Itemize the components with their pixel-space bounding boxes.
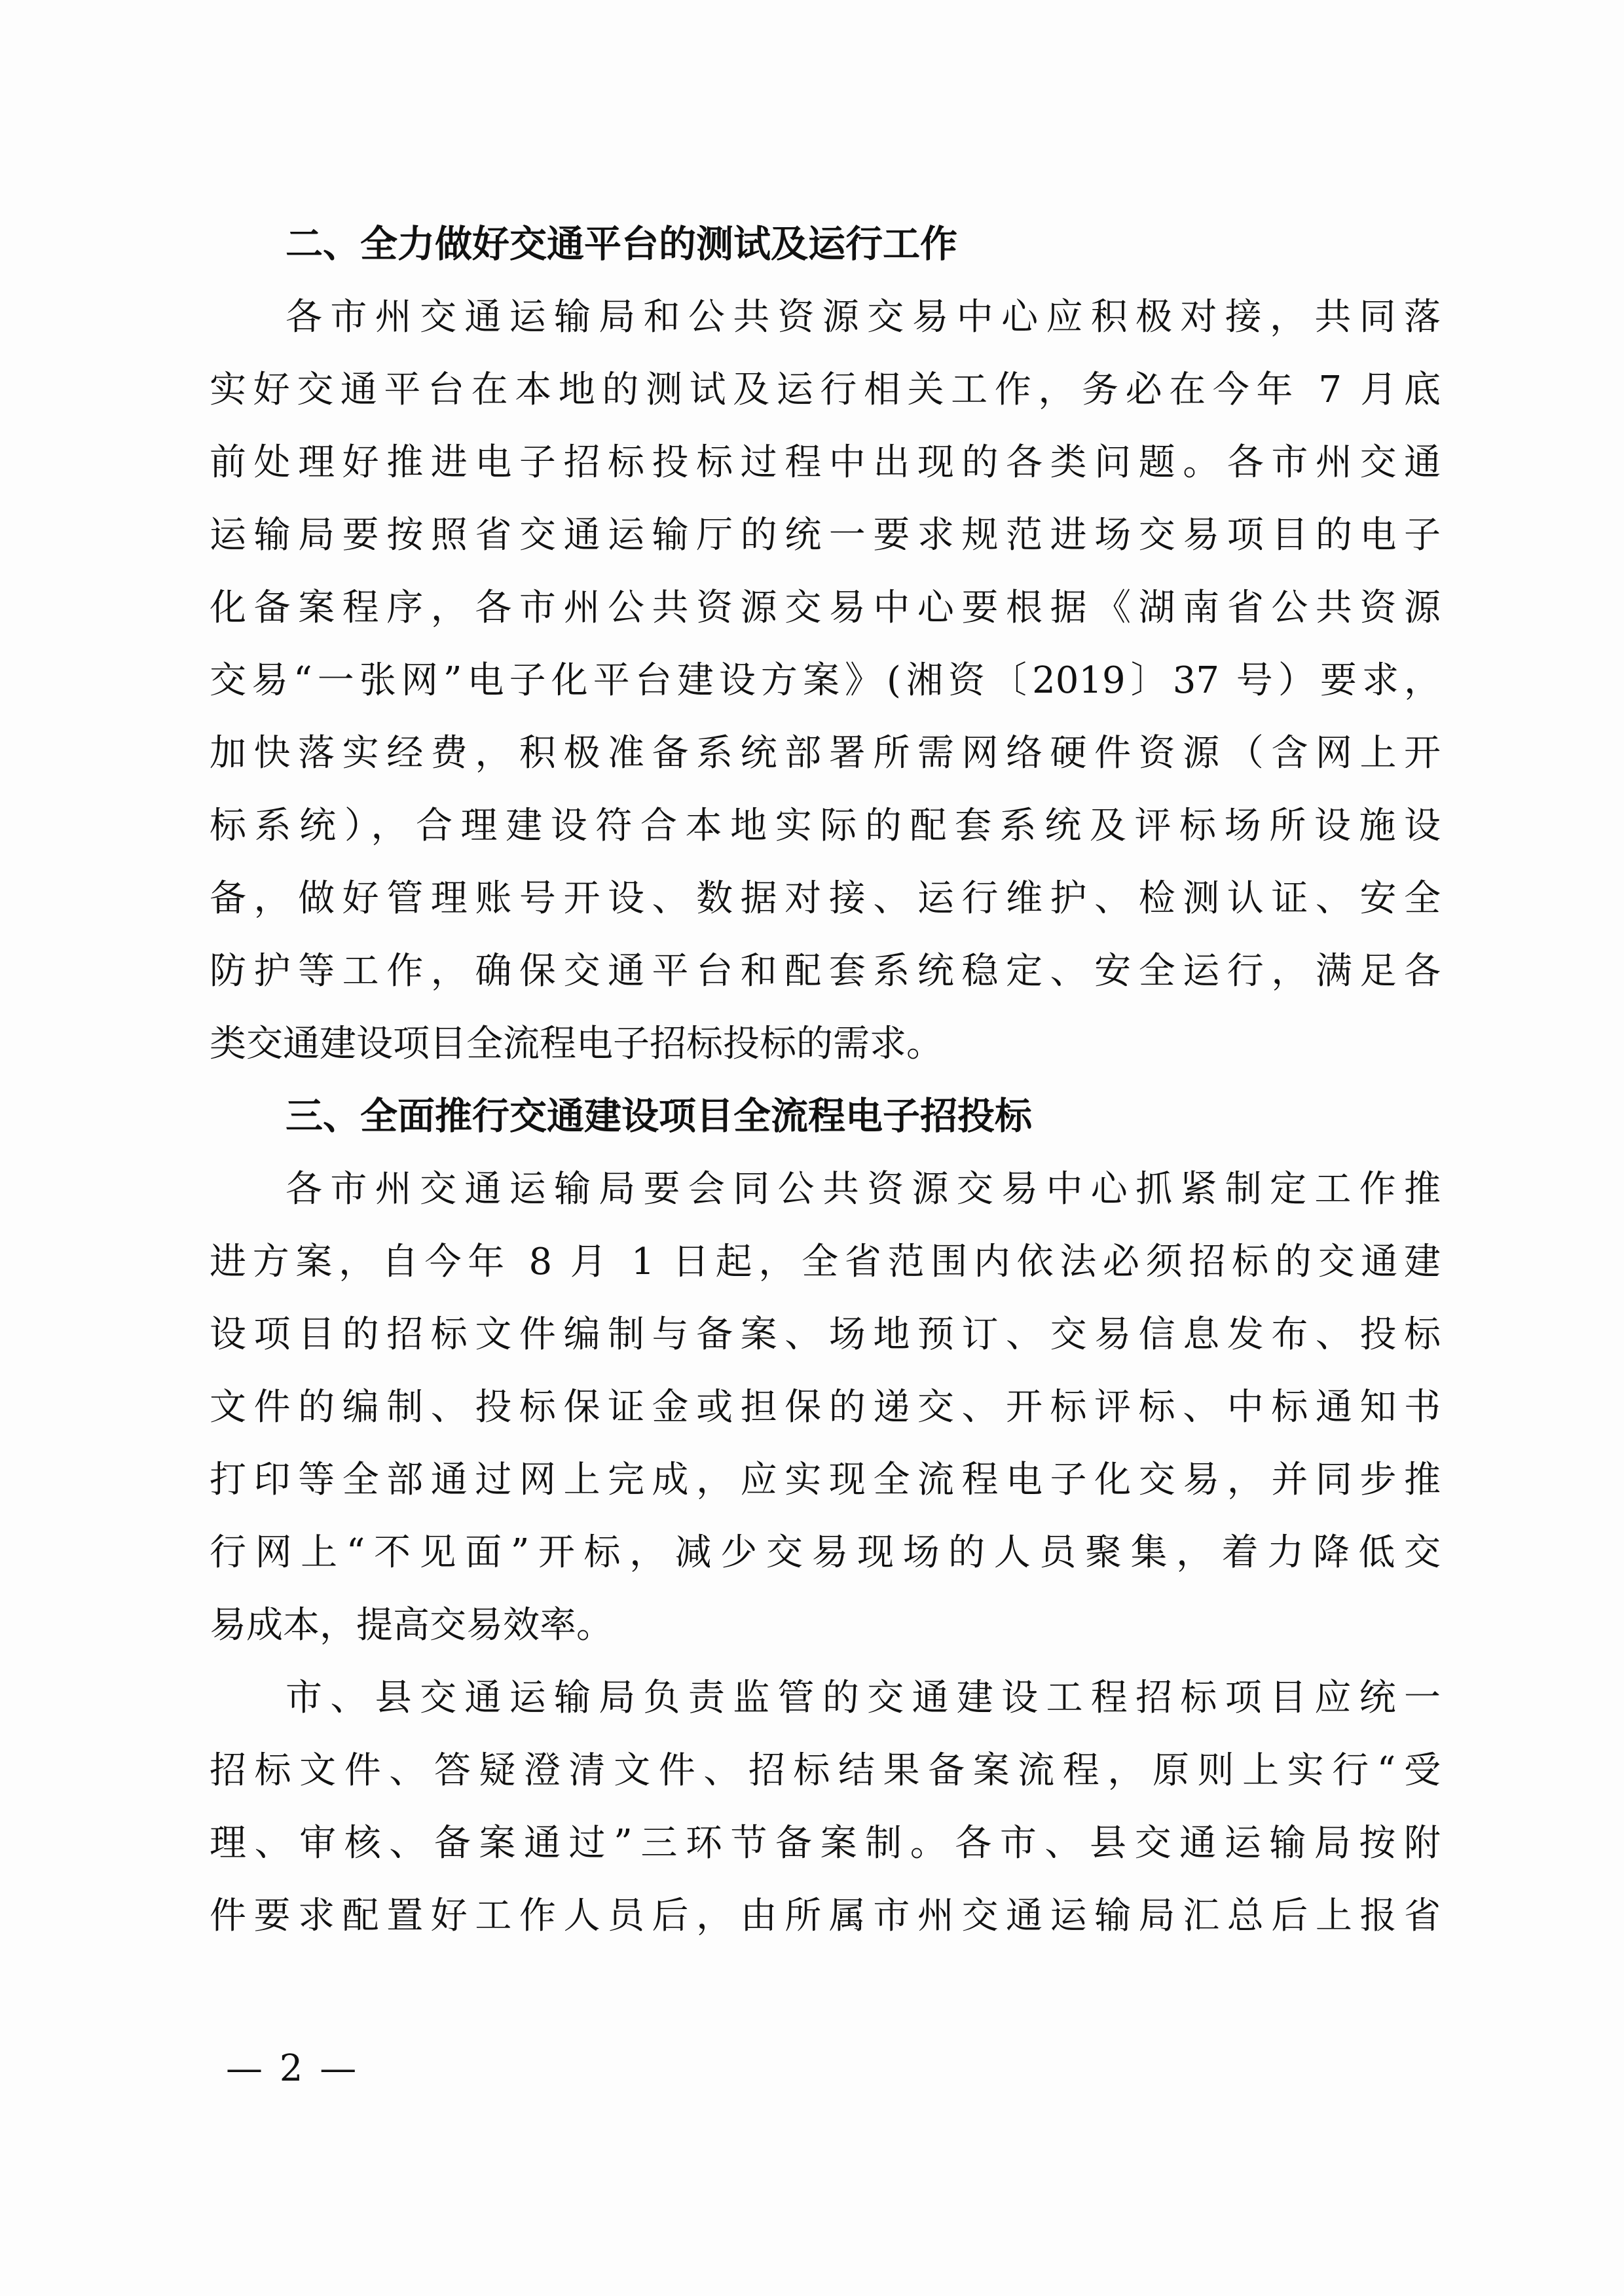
section-2-paragraph [210,281,1441,1080]
page-number: — 2 — [226,2047,360,2090]
paragraph-line: 标系统），合理建设符合本地实际的配套系统及评标场所设施设 [210,805,1441,847]
paragraph-line: 行网上“不见面”开标，减少交易现场的人员聚集，着力降低交 [210,1531,1441,1574]
paragraph-line: 类交通建设项目全流程电子招标投标的需求。 [210,1023,943,1065]
paragraph-line: 理、审核、备案通过”三环节备案制。各市、县交通运输局按附 [210,1822,1441,1865]
paragraph-line: 防护等工作，确保交通平台和配套系统稳定、安全运行，满足各 [210,950,1441,993]
paragraph-line: 易成本，提高交易效率。 [210,1604,613,1647]
paragraph-line: 设项目的招标文件编制与备案、场地预订、交易信息发布、投标 [210,1313,1441,1356]
paragraph-line: 运输局要按照省交通运输厅的统一要求规范进场交易项目的电子 [210,514,1441,556]
paragraph-line: 各市州交通运输局和公共资源交易中心应积极对接，共同落 [286,296,1441,338]
paragraph-line: 备，做好管理账号开设、数据对接、运行维护、检测认证、安全 [210,877,1441,920]
paragraph-line: 交易“一张网”电子化平台建设方案》(湘资〔2019〕37 号）要求， [210,659,1441,702]
paragraph-line: 前处理好推进电子招标投标过程中出现的各类问题。各市州交通 [210,441,1441,484]
section-2-heading: 二、全力做好交通平台的测试及运行工作 [286,223,957,266]
paragraph-line: 招标文件、答疑澄清文件、招标结果备案流程，原则上实行“受 [210,1749,1441,1792]
paragraph-line: 实好交通平台在本地的测试及运行相关工作，务必在今年 7 月底 [210,369,1441,411]
section-3-paragraph-2 [210,1662,1441,1952]
paragraph-line: 打印等全部通过网上完成，应实现全流程电子化交易，并同步推 [210,1459,1441,1501]
paragraph-line: 市、县交通运输局负责监管的交通建设工程招标项目应统一 [286,1677,1441,1719]
paragraph-line: 文件的编制、投标保证金或担保的递交、开标评标、中标通知书 [210,1386,1441,1429]
paragraph-line: 进方案，自今年 8 月 1 日起，全省范围内依法必须招标的交通建 [210,1241,1441,1283]
section-3-paragraph-1 [210,1153,1441,1662]
paragraph-line: 各市州交通运输局要会同公共资源交易中心抓紧制定工作推 [286,1168,1441,1211]
section-3-heading: 三、全面推行交通建设项目全流程电子招投标 [286,1095,1032,1138]
paragraph-line: 化备案程序，各市州公共资源交易中心要根据《湖南省公共资源 [210,587,1441,629]
document-body [210,208,1441,1952]
paragraph-line: 件要求配置好工作人员后，由所属市州交通运输局汇总后上报省 [210,1895,1441,1937]
paragraph-line: 加快落实经费，积极准备系统部署所需网络硬件资源（含网上开 [210,732,1441,774]
